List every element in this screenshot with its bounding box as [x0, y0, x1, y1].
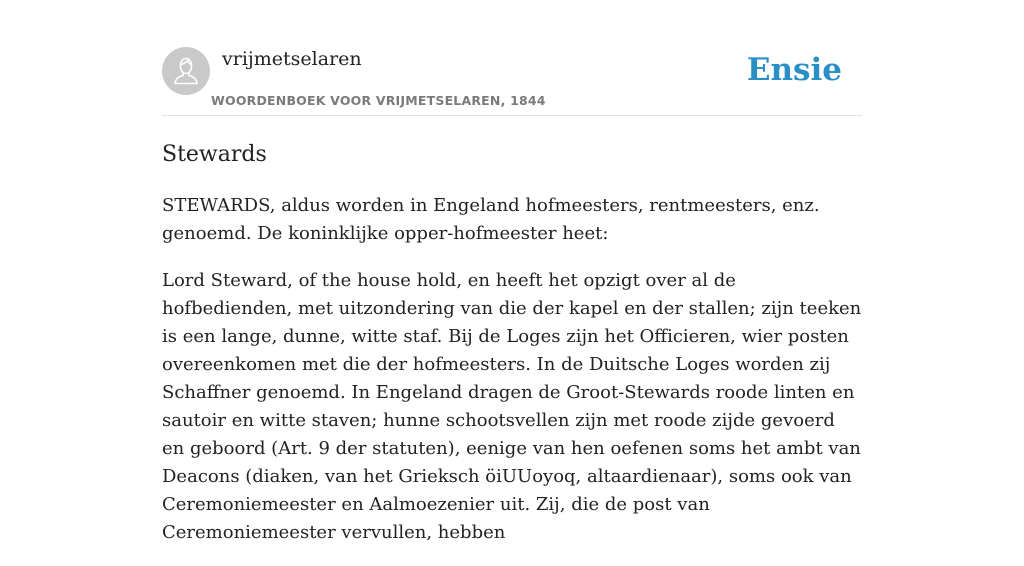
user-placeholder-icon [162, 47, 210, 95]
source-name-link[interactable]: vrijmetselaren [222, 48, 362, 70]
source-avatar[interactable] [162, 47, 210, 95]
article-paragraph: STEWARDS, aldus worden in Engeland hofmeesters, rentmeesters, enz. genoemd. De koninklijke opper-hofmeester heet: [162, 195, 820, 244]
source-subtitle: WOORDENBOEK VOOR VRIJMETSELAREN, 1844 [211, 93, 546, 108]
article-title: Stewards [162, 142, 267, 167]
article-body [162, 192, 862, 566]
source-header [162, 47, 862, 115]
header-divider [162, 115, 862, 116]
article-paragraph: Lord Steward, of the house hold, en heeft het opzigt over al de hofbedienden, met uitzondering van die der kapel en der stallen; zijn teeken is een lange, dunne, witte staf. Bij de Loges zijn het Officieren, wier posten overeenkomen met die der hofmeesters. In de Duitsche Loges worden zij Schaffner genoemd. In Engeland dragen de Groot-Stewards roode linten en sautoir en witte staven; hunne schootsvellen zijn met roode zijde gevoerd en geboord (Art. 9 der statuten), eenige van hen oefenen soms het ambt van Deacons (diaken, van het Grieksch öiUUoyoq, altaardienaar), soms ook van Ceremoniemeester en Aalmoezenier uit. Zij, die de post van Ceremoniemeester vervullen, hebben [162, 270, 862, 543]
brand-logo[interactable]: Ensie [746, 52, 842, 88]
